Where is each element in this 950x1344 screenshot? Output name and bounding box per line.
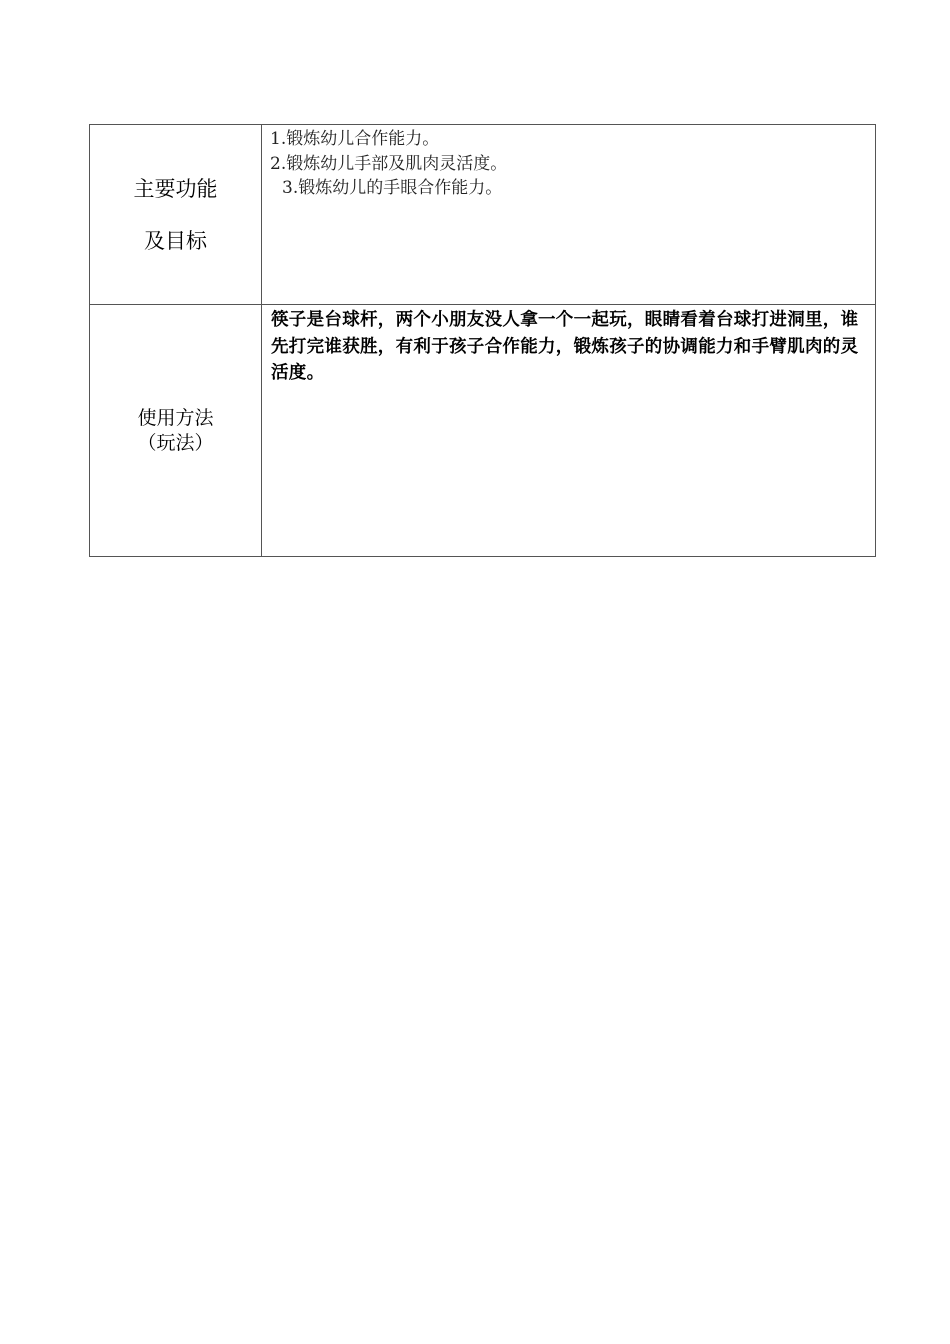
table-row-goals	[90, 125, 876, 305]
usage-label-cell	[90, 305, 262, 557]
goal-item-1: 1.锻炼幼儿合作能力。	[270, 129, 440, 149]
goals-content-cell	[262, 125, 876, 305]
info-table	[89, 124, 876, 557]
usage-label-line2: （玩法）	[137, 431, 214, 454]
goals-label-line2: 及目标	[144, 228, 207, 253]
goals-label-line1: 主要功能	[133, 176, 218, 201]
goal-item-2: 2.锻炼幼儿手部及肌肉灵活度。	[270, 153, 508, 174]
usage-label-line1: 使用方法	[137, 406, 214, 429]
goals-list	[262, 125, 875, 201]
goals-label-cell	[90, 125, 262, 305]
goal-item-3: 3.锻炼幼儿的手眼合作能力。	[282, 178, 503, 198]
usage-content-cell	[262, 305, 876, 557]
table-row-usage	[90, 305, 876, 557]
usage-text: 筷子是台球杆，两个小朋友没人拿一个一起玩，眼睛看着台球打进洞里，谁先打完谁获胜，有利于孩子合作能力，锻炼孩子的协调能力和手臂肌肉的灵活度。	[271, 310, 859, 383]
